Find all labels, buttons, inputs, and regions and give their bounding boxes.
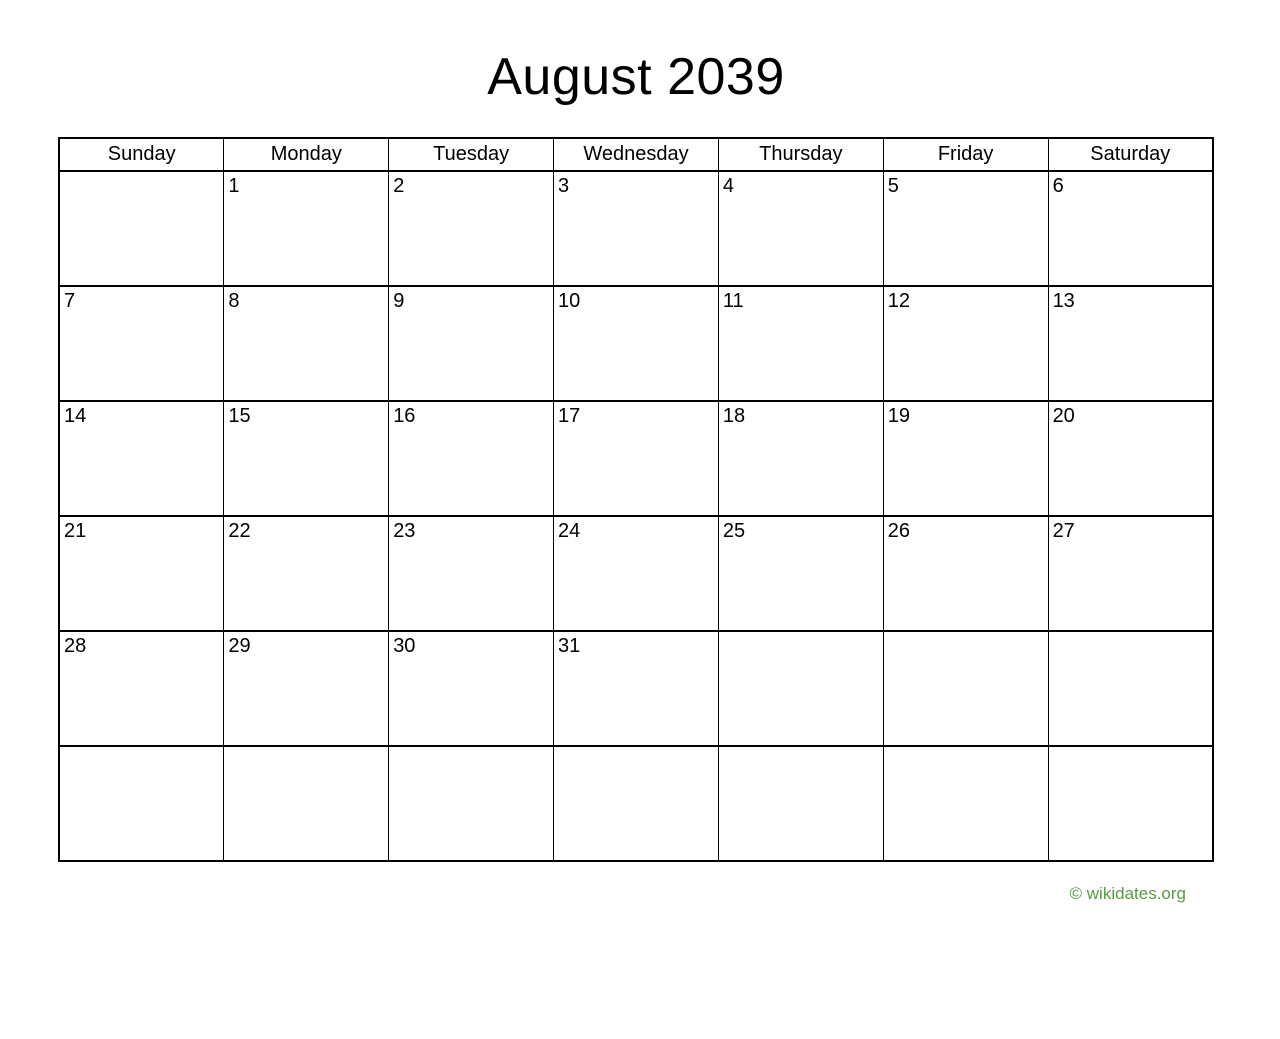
weekday-header-row bbox=[59, 138, 1213, 171]
day-cell bbox=[389, 746, 554, 861]
day-cell bbox=[224, 746, 389, 861]
calendar-table bbox=[58, 137, 1214, 862]
day-cell bbox=[1048, 401, 1213, 516]
day-cell bbox=[883, 401, 1048, 516]
day-cell bbox=[883, 286, 1048, 401]
day-cell bbox=[554, 631, 719, 746]
day-number: 16 bbox=[393, 404, 416, 427]
day-number: 7 bbox=[64, 289, 76, 312]
day-number: 26 bbox=[887, 519, 910, 542]
week-row bbox=[59, 631, 1213, 746]
day-cell bbox=[59, 171, 224, 286]
day-number: 24 bbox=[558, 519, 581, 542]
footer bbox=[58, 884, 1214, 904]
day-cell bbox=[718, 516, 883, 631]
day-number: 28 bbox=[64, 634, 87, 657]
day-number: 1 bbox=[228, 174, 240, 197]
day-cell bbox=[718, 401, 883, 516]
day-cell bbox=[883, 631, 1048, 746]
day-cell bbox=[554, 286, 719, 401]
day-cell bbox=[389, 631, 554, 746]
day-number: 30 bbox=[393, 634, 416, 657]
day-number: 21 bbox=[64, 519, 87, 542]
day-number: 3 bbox=[558, 174, 570, 197]
day-cell bbox=[554, 171, 719, 286]
day-number: 14 bbox=[64, 404, 87, 427]
day-number bbox=[60, 757, 64, 760]
day-number bbox=[389, 757, 393, 760]
day-number: 20 bbox=[1052, 404, 1075, 427]
day-number bbox=[884, 642, 888, 645]
day-number: 22 bbox=[228, 519, 251, 542]
day-number bbox=[719, 757, 723, 760]
day-cell bbox=[1048, 516, 1213, 631]
day-number bbox=[1049, 642, 1053, 645]
day-number: 4 bbox=[722, 174, 734, 197]
day-number: 2 bbox=[393, 174, 405, 197]
day-cell bbox=[554, 401, 719, 516]
day-cell bbox=[59, 631, 224, 746]
day-number: 10 bbox=[558, 289, 581, 312]
day-cell bbox=[59, 401, 224, 516]
day-number: 31 bbox=[558, 634, 581, 657]
day-number: 13 bbox=[1052, 289, 1075, 312]
day-cell bbox=[883, 171, 1048, 286]
day-number: 9 bbox=[393, 289, 405, 312]
day-number bbox=[1049, 757, 1053, 760]
day-number: 19 bbox=[887, 404, 910, 427]
day-number: 25 bbox=[722, 519, 746, 542]
day-cell bbox=[389, 286, 554, 401]
day-number: 15 bbox=[228, 404, 251, 427]
day-cell bbox=[718, 746, 883, 861]
day-number: 6 bbox=[1052, 174, 1064, 197]
weekday-header-sunday: Sunday bbox=[59, 138, 224, 171]
week-row bbox=[59, 401, 1213, 516]
day-cell bbox=[718, 171, 883, 286]
weekday-header-thursday: Thursday bbox=[718, 138, 883, 171]
day-number: 5 bbox=[887, 174, 899, 197]
day-number: 29 bbox=[228, 634, 251, 657]
day-cell bbox=[883, 516, 1048, 631]
day-number bbox=[224, 757, 228, 760]
day-number: 23 bbox=[393, 519, 416, 542]
day-cell bbox=[224, 516, 389, 631]
day-number bbox=[719, 642, 723, 645]
day-cell bbox=[1048, 171, 1213, 286]
day-cell bbox=[554, 516, 719, 631]
footer-credit: © wikidates.org bbox=[1069, 883, 1186, 903]
day-cell bbox=[1048, 746, 1213, 861]
day-cell bbox=[718, 286, 883, 401]
day-number: 27 bbox=[1052, 519, 1075, 542]
week-row bbox=[59, 746, 1213, 861]
day-cell bbox=[389, 516, 554, 631]
weekday-header-wednesday: Wednesday bbox=[554, 138, 719, 171]
week-row bbox=[59, 516, 1213, 631]
day-cell bbox=[883, 746, 1048, 861]
day-cell bbox=[389, 171, 554, 286]
day-number: 17 bbox=[558, 404, 581, 427]
day-cell bbox=[389, 401, 554, 516]
day-cell bbox=[224, 401, 389, 516]
day-cell bbox=[59, 746, 224, 861]
day-number: 8 bbox=[228, 289, 240, 312]
day-cell bbox=[554, 746, 719, 861]
weekday-header-monday: Monday bbox=[224, 138, 389, 171]
week-row bbox=[59, 286, 1213, 401]
day-cell bbox=[224, 631, 389, 746]
weekday-header-tuesday: Tuesday bbox=[389, 138, 554, 171]
day-cell bbox=[1048, 286, 1213, 401]
day-number bbox=[884, 757, 888, 760]
day-number bbox=[60, 182, 64, 185]
day-cell bbox=[59, 286, 224, 401]
calendar-page bbox=[58, 50, 1214, 904]
day-number: 12 bbox=[887, 289, 910, 312]
day-number: 11 bbox=[722, 289, 744, 312]
page-title: August 2039 bbox=[487, 48, 785, 106]
day-cell bbox=[59, 516, 224, 631]
day-cell bbox=[1048, 631, 1213, 746]
day-cell bbox=[224, 286, 389, 401]
week-row bbox=[59, 171, 1213, 286]
day-number bbox=[554, 757, 558, 760]
weekday-header-friday: Friday bbox=[883, 138, 1048, 171]
weekday-header-saturday: Saturday bbox=[1048, 138, 1213, 171]
day-cell bbox=[224, 171, 389, 286]
day-cell bbox=[718, 631, 883, 746]
day-number: 18 bbox=[722, 404, 746, 427]
